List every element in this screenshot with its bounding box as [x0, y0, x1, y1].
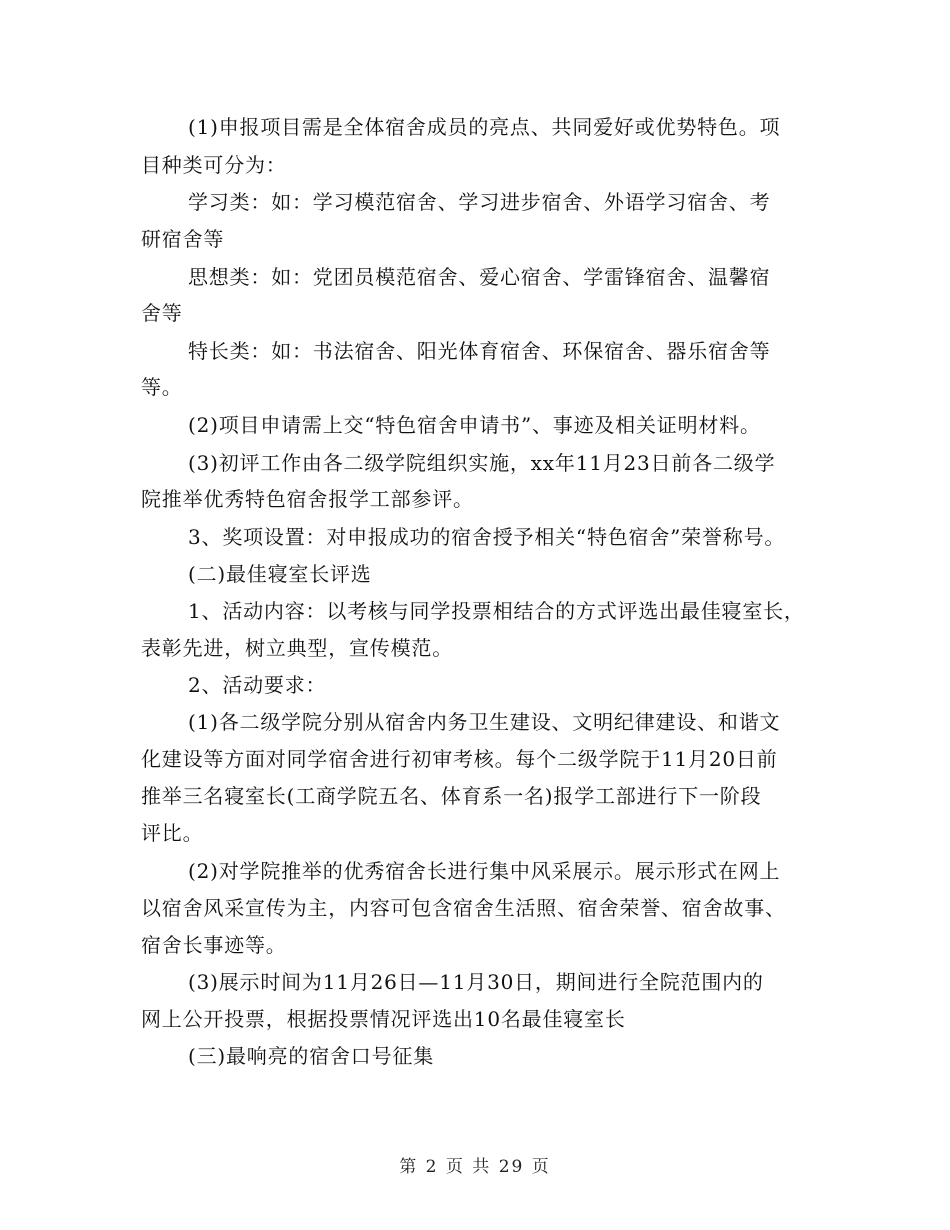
paragraph-line: 评比。	[141, 821, 204, 845]
paragraph-line: 2、活动要求：	[188, 673, 327, 697]
paragraph-line: 学习类：如：学习模范宿舍、学习进步宿舍、外语学习宿舍、考	[188, 190, 771, 214]
paragraph-line: 目种类可分为：	[141, 153, 287, 177]
paragraph-line: 院推举优秀特色宿舍报学工部参评。	[141, 487, 474, 511]
paragraph-line: 网上公开投票，根据投票情况评选出10名最佳寝室长	[141, 1007, 626, 1031]
paragraph-line: 化建设等方面对同学宿舍进行初审考核。每个二级学院于11月20日前	[141, 747, 778, 771]
paragraph-line: (1)申报项目需是全体宿舍成员的亮点、共同爱好或优势特色。项	[188, 115, 781, 139]
section-heading: (二)最佳寝室长评选	[188, 562, 372, 586]
paragraph-line: 宿舍长事迹等。	[141, 933, 287, 957]
paragraph-line: 以宿舍风采宣传为主，内容可包含宿舍生活照、宿舍荣誉、宿舍故事、	[141, 896, 786, 920]
paragraph-line: 表彰先进，树立典型，宣传模范。	[141, 636, 453, 660]
paragraph-line: 推举三名寝室长(工商学院五名、体育系一名)报学工部进行下一阶段	[141, 784, 762, 808]
section-heading: (三)最响亮的宿舍口号征集	[188, 1044, 435, 1068]
paragraph-line: 舍等	[141, 301, 183, 325]
paragraph-line: (2)对学院推举的优秀宿舍长进行集中风采展示。展示形式在网上	[188, 859, 781, 883]
paragraph-line: 1、活动内容：以考核与同学投票相结合的方式评选出最佳寝室长，	[188, 599, 805, 623]
paragraph-line: (3)初评工作由各二级学院组织实施，xx年11月23日前各二级学	[188, 451, 776, 475]
paragraph-line: 研宿舍等	[141, 227, 225, 251]
paragraph-line: 特长类：如：书法宿舍、阳光体育宿舍、环保宿舍、器乐宿舍等	[188, 339, 771, 363]
paragraph-line: (3)展示时间为11月26日—11月30日，期间进行全院范围内的	[188, 970, 764, 994]
paragraph-line: (2)项目申请需上交“特色宿舍申请书”、事迹及相关证明材料。	[188, 413, 761, 437]
paragraph-line: 等。	[141, 375, 183, 399]
paragraph-line: 3、奖项设置：对申报成功的宿舍授予相关“特色宿舍”荣誉称号。	[188, 525, 786, 549]
paragraph-line: 思想类：如：党团员模范宿舍、爱心宿舍、学雷锋宿舍、温馨宿	[188, 265, 771, 289]
paragraph-line: (1)各二级学院分别从宿舍内务卫生建设、文明纪律建设、和谐文	[188, 710, 781, 734]
page-footer: 第 2 页 共 29 页	[399, 1157, 551, 1177]
